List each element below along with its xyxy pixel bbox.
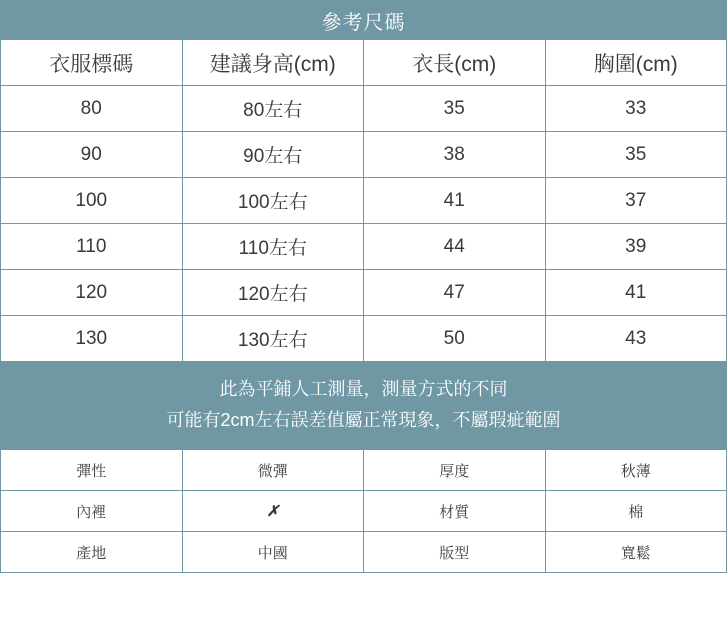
table-header-row (1, 40, 727, 86)
spec-label-material: 材質 (364, 491, 546, 532)
cell-length: 38 (364, 132, 546, 178)
spec-value-origin: 中國 (182, 532, 364, 573)
table-row (1, 178, 727, 224)
note-line-2: 可能有2cm左右誤差值屬正常現象，不屬瑕疵範圍 (166, 409, 561, 430)
spec-value-fit: 寬鬆 (545, 532, 727, 573)
spec-label-thickness: 厚度 (364, 450, 546, 491)
spec-label-elasticity: 彈性 (1, 450, 183, 491)
table-row (1, 270, 727, 316)
title-row (1, 1, 727, 40)
column-header-height: 建議身高(cm) (182, 40, 364, 86)
cell-size: 130 (1, 316, 183, 362)
spec-row (1, 491, 727, 532)
table-row (1, 316, 727, 362)
spec-value-elasticity: 微彈 (182, 450, 364, 491)
table-row (1, 86, 727, 132)
cell-height: 110左右 (182, 224, 364, 270)
spec-value-lining: ✗ (182, 491, 364, 532)
spec-label-origin: 產地 (1, 532, 183, 573)
cell-length: 44 (364, 224, 546, 270)
cell-height: 120左右 (182, 270, 364, 316)
cell-height: 130左右 (182, 316, 364, 362)
spec-label-fit: 版型 (364, 532, 546, 573)
note-line-1: 此為平鋪人工測量，測量方式的不同 (219, 379, 508, 399)
spec-value-thickness: 秋薄 (545, 450, 727, 491)
cell-bust: 35 (545, 132, 727, 178)
column-header-bust: 胸圍(cm) (545, 40, 727, 86)
page-title: 參考尺碼 (1, 1, 727, 40)
spec-value-material: 棉 (545, 491, 727, 532)
cell-height: 100左右 (182, 178, 364, 224)
cell-height: 90左右 (182, 132, 364, 178)
cell-size: 110 (1, 224, 183, 270)
cell-length: 41 (364, 178, 546, 224)
spec-label-lining: 內裡 (1, 491, 183, 532)
table-row (1, 224, 727, 270)
cell-length: 47 (364, 270, 546, 316)
cell-bust: 43 (545, 316, 727, 362)
cell-size: 80 (1, 86, 183, 132)
cell-bust: 37 (545, 178, 727, 224)
table-row (1, 132, 727, 178)
cell-height: 80左右 (182, 86, 364, 132)
spec-row (1, 450, 727, 491)
column-header-size: 衣服標碼 (1, 40, 183, 86)
cell-bust: 33 (545, 86, 727, 132)
cell-length: 50 (364, 316, 546, 362)
measurement-note-row (1, 362, 727, 450)
column-header-length: 衣長(cm) (364, 40, 546, 86)
spec-row (1, 532, 727, 573)
cell-size: 120 (1, 270, 183, 316)
cell-size: 100 (1, 178, 183, 224)
cell-length: 35 (364, 86, 546, 132)
cell-size: 90 (1, 132, 183, 178)
cell-bust: 41 (545, 270, 727, 316)
cell-bust: 39 (545, 224, 727, 270)
measurement-note (1, 362, 727, 450)
